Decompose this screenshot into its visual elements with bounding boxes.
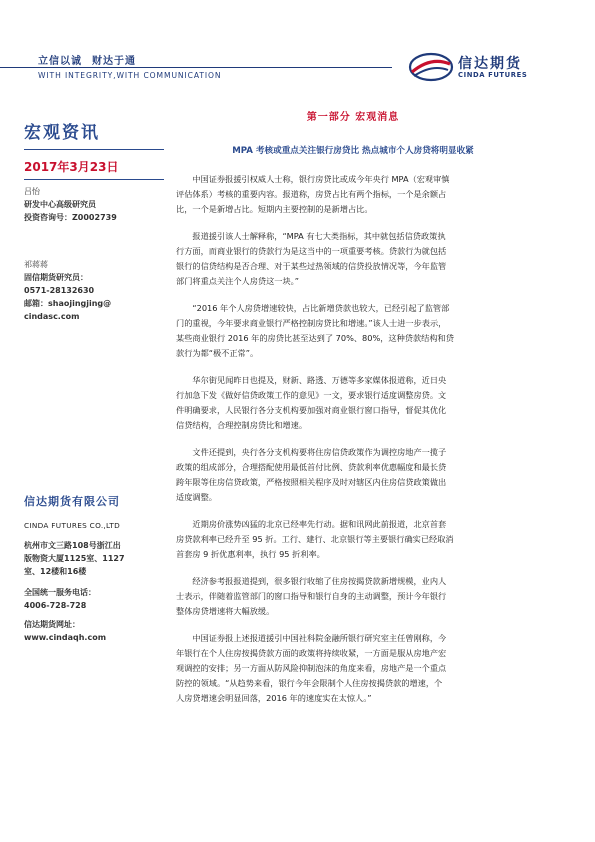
cinda-logo-icon bbox=[408, 50, 454, 84]
paragraph-line: 观调控的安排；另一方面从防风险抑制泡沫的角度来看，房地产是一个重点 bbox=[176, 663, 447, 673]
paragraph-line: 房贷款利率已经升至 95 折。工行、建行、北京银行等主要银行确实已经取消 bbox=[176, 534, 454, 544]
paragraph-line: 中国证券报上述报道援引中国社科院金融所银行研究室主任曾刚称，今 bbox=[176, 633, 447, 643]
contact-role: 固信期货研究员： bbox=[24, 273, 88, 282]
website-link[interactable]: www.cindaqh.com bbox=[24, 633, 107, 642]
article-paragraph bbox=[176, 445, 530, 505]
motto-part-2: 财达于通 bbox=[92, 56, 136, 67]
paragraph-line: 件明确要求，人民银行各分支机构要加强对商业银行窗口指导，督促其优化 bbox=[176, 405, 447, 415]
main-content bbox=[176, 108, 530, 718]
sidebar-divider bbox=[24, 149, 164, 150]
paragraph-line: 整体房贷增速将大幅放缓。 bbox=[176, 606, 275, 616]
header-motto bbox=[38, 52, 136, 67]
paragraph-line: 经济参考报报道提到，很多银行收缩了住房按揭贷款新增规模，业内人 bbox=[176, 576, 447, 586]
contact-email-domain[interactable]: cindasc.com bbox=[24, 312, 80, 321]
author-block bbox=[24, 185, 164, 224]
paragraph-line: 比，一个是新增占比。短期内主要控制的是新增占比。 bbox=[176, 204, 373, 214]
logo-english-name: CINDA FUTURES bbox=[458, 71, 528, 79]
article-paragraph bbox=[176, 517, 530, 562]
article-paragraph bbox=[176, 574, 530, 619]
paragraph-line: “2016 年个人房贷增速较快，占比新增贷款也较大，已经引起了监管部 bbox=[176, 303, 450, 313]
cinda-futures-logo bbox=[408, 50, 560, 84]
paragraph-line: 信贷结构，合理控制房贷比和增速。 bbox=[176, 420, 308, 430]
website-label: 信达期货网址： bbox=[24, 620, 80, 629]
paragraph-line: 跨年限等住房信贷政策，严格按照相关程序及时对辖区内住房信贷政策做出 bbox=[176, 477, 447, 487]
paragraph-line: 华尔街见闻昨日也提及，财新、路透、万德等多家媒体报道称，近日央 bbox=[176, 375, 447, 385]
article-paragraph bbox=[176, 172, 530, 217]
contact-name: 祁蒋蒋 bbox=[24, 260, 48, 269]
logo-chinese-name: 信达期货 bbox=[458, 56, 522, 72]
company-block bbox=[24, 493, 164, 644]
report-date: 2017年3月23日 bbox=[24, 160, 119, 174]
paragraph-line: 报道援引该人士解释称，“MPA 有七大类指标，其中就包括信贷政策执 bbox=[176, 231, 446, 241]
author-license: 投资咨询号：Z0002739 bbox=[24, 213, 117, 222]
company-name: 信达期货有限公司 bbox=[24, 495, 120, 508]
paragraph-line: 某些商业银行 2016 年的房贷比甚至达到了 70%、80%，这种贷款结构和贷 bbox=[176, 333, 454, 343]
article-body bbox=[176, 172, 530, 706]
article-paragraph bbox=[176, 631, 530, 706]
article-paragraph bbox=[176, 373, 530, 433]
article-title: MPA 考核或重点关注银行房贷比 热点城市个人房贷将明显收紧 bbox=[232, 146, 474, 156]
sidebar-date-divider bbox=[24, 179, 164, 180]
paragraph-line: 部门将重点关注个人房贷这一块。” bbox=[176, 276, 299, 286]
author-name: 吕怡 bbox=[24, 187, 40, 196]
hotline-number: 4006-728-728 bbox=[24, 601, 87, 610]
company-address-line: 版物资大厦1125室、1127 bbox=[24, 554, 125, 563]
paragraph-line: 防控的领域。“从趋势来看，银行今年会限制个人住房按揭贷款的增速，个 bbox=[176, 678, 443, 688]
paragraph-line: 人房贷增速会明显回落，2016 年的速度实在太惊人。” bbox=[176, 693, 372, 703]
paragraph-line: 政策的组成部分，合理搭配使用最低首付比例、贷款利率优惠幅度和最长贷 bbox=[176, 462, 447, 472]
contact-phone: 0571-28132630 bbox=[24, 286, 95, 295]
paragraph-line: 行方面，而商业银行的贷款行为是这当中的一项重要考核。贷款行为就包括 bbox=[176, 246, 447, 256]
paragraph-line: 款行为都“极不正常”。 bbox=[176, 348, 259, 358]
paragraph-line: 行加急下发《做好信贷政策工作的意见》一文，要求银行适度调整房贷。文 bbox=[176, 390, 447, 400]
section-title: 第一部分 宏观消息 bbox=[306, 112, 400, 123]
company-address-line: 室、12楼和16楼 bbox=[24, 567, 87, 576]
paragraph-line: 文件还提到，央行各分支机构要将住房信贷政策作为调控房地产一揽子 bbox=[176, 447, 447, 457]
paragraph-line: 首套房 9 折优惠利率，执行 95 折利率。 bbox=[176, 549, 325, 559]
paragraph-line: 近期房价涨势凶猛的北京已经率先行动。据和讯网此前报道，北京首套 bbox=[176, 519, 447, 529]
header-divider bbox=[0, 67, 392, 68]
paragraph-line: 年银行在个人住房按揭贷款方面的政策将持续收紧，一方面是服从房地产宏 bbox=[176, 648, 447, 658]
header-english-motto: WITH INTEGRITY,WITH COMMUNICATION bbox=[38, 71, 222, 80]
motto-part-1: 立信以诚 bbox=[38, 56, 82, 67]
contact-block bbox=[24, 258, 164, 323]
company-address-line: 杭州市文三路108号浙江出 bbox=[24, 541, 121, 550]
contact-email[interactable]: 邮箱：shaojingjing@ bbox=[24, 299, 112, 308]
paragraph-line: 银行的信贷结构是否合理、对于某些过热领域的信贷投放情况等，今年监管 bbox=[176, 261, 447, 271]
article-paragraph bbox=[176, 229, 530, 289]
paragraph-line: 中国证券报援引权威人士称，银行房贷比或成今年央行 MPA（宏观审慎 bbox=[176, 174, 450, 184]
paragraph-line: 门的重视，今年要求商业银行严格控制房贷比和增速。”该人士进一步表示， bbox=[176, 318, 447, 328]
paragraph-line: 评估体系）考核的重要内容。报道称，房贷占比有两个指标，一个是余额占 bbox=[176, 189, 447, 199]
company-english-name: CINDA FUTURES CO.,LTD bbox=[24, 521, 121, 530]
paragraph-line: 士表示，伴随着监管部门的窗口指导和银行自身的主动调整，预计今年银行 bbox=[176, 591, 447, 601]
sidebar-title: 宏观资讯 bbox=[24, 123, 100, 143]
paragraph-line: 适度调整。 bbox=[176, 492, 217, 502]
sidebar bbox=[24, 118, 164, 644]
hotline-label: 全国统一服务电话： bbox=[24, 588, 96, 597]
article-paragraph bbox=[176, 301, 530, 361]
author-title: 研发中心高级研究员 bbox=[24, 200, 96, 209]
